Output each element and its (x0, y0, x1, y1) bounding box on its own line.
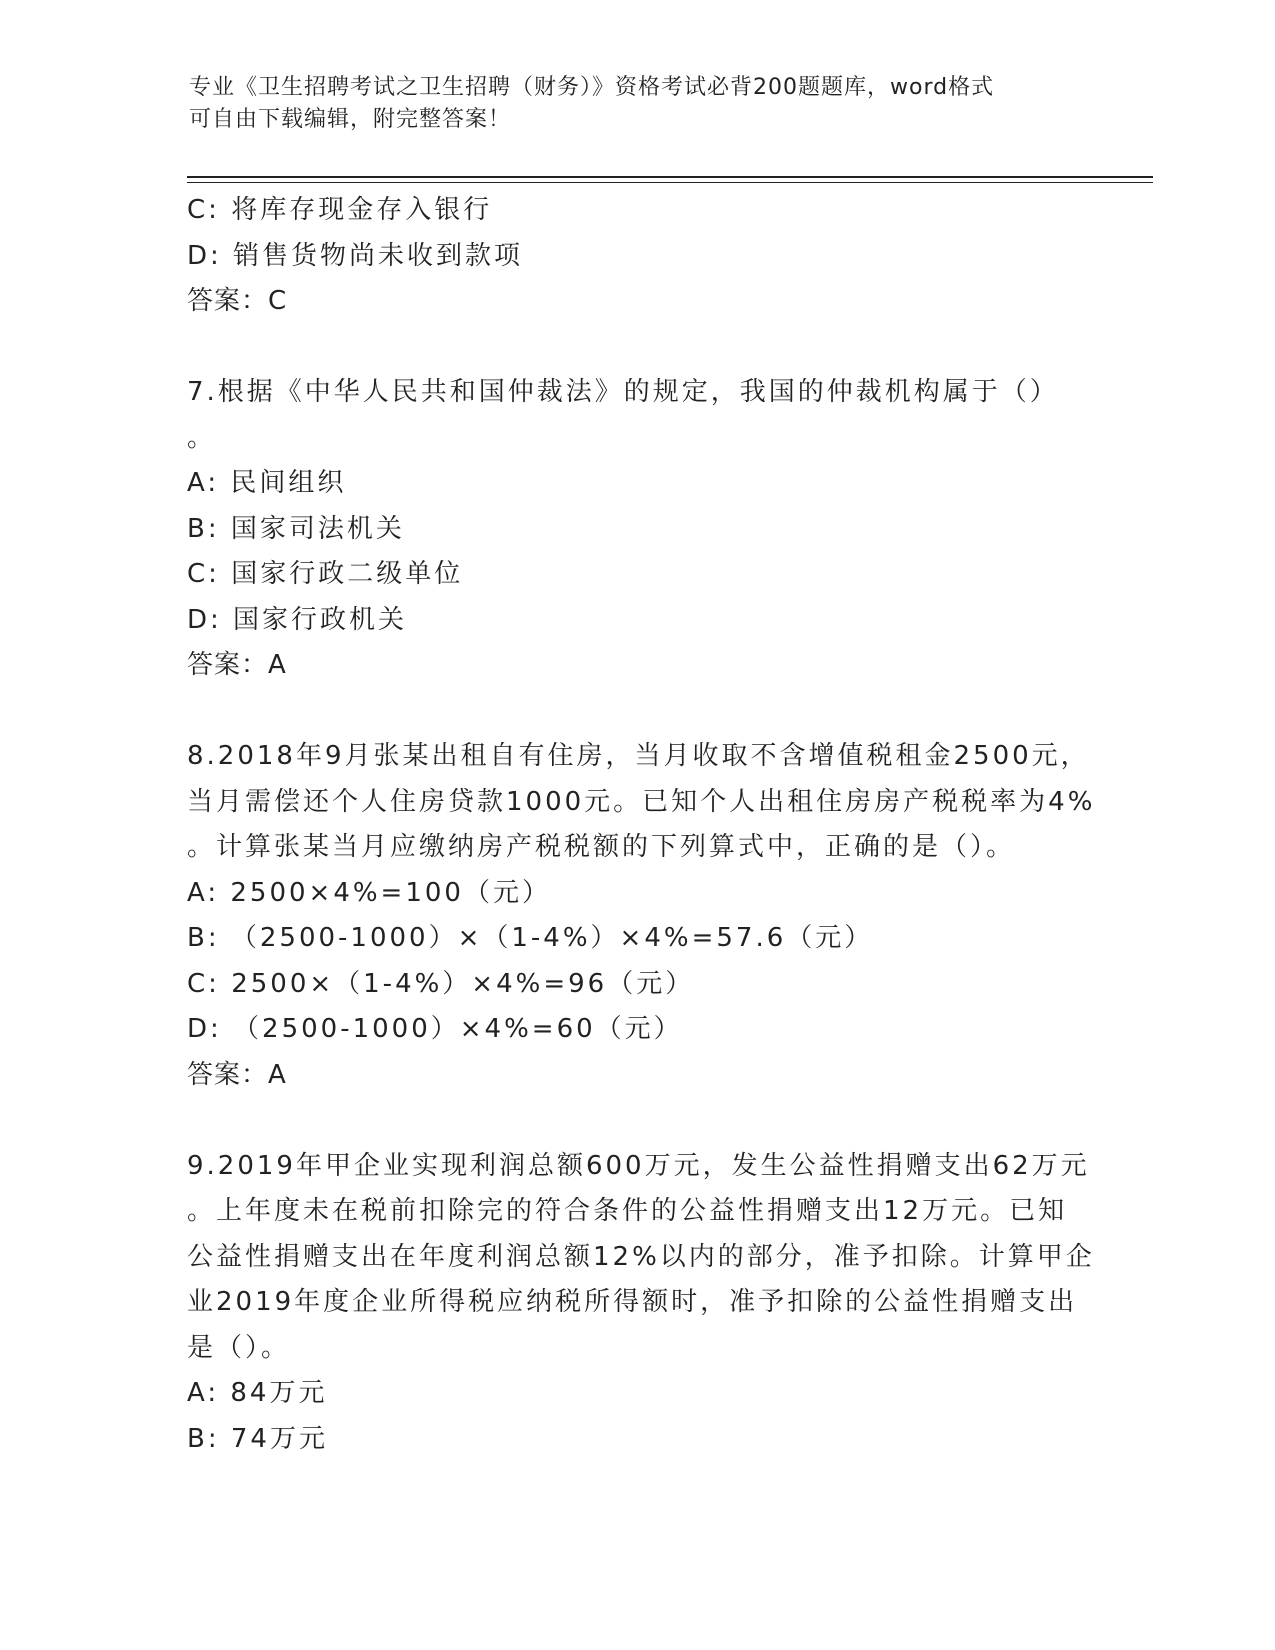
option-label: A: (187, 1378, 220, 1408)
header-title-line-1: 专业《卫生招聘考试之卫生招聘（财务）》资格考试必背200题题库，word格式 (189, 75, 995, 100)
question-6 (187, 188, 1087, 325)
option-c (187, 188, 1087, 234)
option-d (187, 1007, 1087, 1053)
option-label: C: (187, 968, 220, 999)
option-label: B: (187, 513, 220, 544)
option-label: B: (187, 1423, 220, 1454)
answer-line: 答案：C (187, 286, 288, 316)
option-label: C: (187, 195, 220, 225)
option-text: （2500-1000）×4%=60（元） (233, 1014, 683, 1044)
question-9 (187, 1144, 1095, 1463)
answer-line: 答案：A (187, 1059, 287, 1090)
question-stem-line: 7.根据《中华人民共和国仲裁法》的规定，我国的仲裁机构属于（） (187, 377, 1059, 407)
option-label: D: (187, 240, 222, 271)
header-divider-thick (187, 176, 1153, 178)
option-label: B: (187, 923, 220, 953)
option-a (187, 1371, 1087, 1417)
option-b (187, 507, 1087, 553)
question-stem-line: 业2019年度企业所得税应纳税所得额时，准予扣除的公益性捐赠支出 (187, 1287, 1078, 1317)
option-text: 国家司法机关 (230, 513, 405, 544)
option-b (187, 1417, 1087, 1463)
header-title-line-2: 可自由下载编辑，附完整答案！ (189, 107, 512, 132)
option-text: 84万元 (230, 1378, 328, 1408)
option-label: C: (187, 559, 220, 589)
option-text: 将库存现金存入银行 (231, 195, 493, 225)
question-8 (187, 734, 1096, 1098)
option-text: 74万元 (230, 1423, 328, 1454)
answer-line: 答案：A (187, 650, 287, 680)
page-header (189, 72, 1089, 136)
option-text: 民间组织 (230, 468, 347, 498)
option-label: D: (187, 1014, 222, 1044)
option-label: A: (187, 877, 220, 908)
question-stem-line: 当月需偿还个人住房贷款1000元。已知个人出租住房房产税税率为4% (187, 786, 1096, 817)
option-c (187, 962, 1087, 1008)
question-stem-line: 8.2018年9月张某出租自有住房，当月收取不含增值税租金2500元， (187, 741, 1090, 771)
option-label: D: (187, 604, 222, 635)
option-text: 国家行政二级单位 (231, 559, 464, 589)
question-stem-line: 是（）。 (187, 1332, 291, 1363)
question-stem-line: 。计算张某当月应缴纳房产税税额的下列算式中，正确的是（）。 (187, 832, 1016, 862)
option-text: （2500-1000）×（1-4%）×4%=57.6（元） (230, 923, 874, 953)
option-label: A: (187, 468, 220, 498)
option-text: 销售货物尚未收到款项 (233, 240, 524, 271)
option-a (187, 461, 1087, 507)
option-text: 2500×（1-4%）×4%=96（元） (231, 968, 695, 999)
option-b (187, 916, 1087, 962)
option-a (187, 871, 1087, 917)
spacer (187, 325, 1087, 371)
question-stem-line: 。 (187, 422, 217, 453)
option-d (187, 598, 1087, 644)
question-list (187, 188, 1096, 1462)
spacer (187, 1098, 1087, 1144)
question-7 (187, 370, 1087, 689)
question-stem-line: 9.2019年甲企业实现利润总额600万元，发生公益性捐赠支出62万元 (187, 1150, 1090, 1181)
option-c (187, 552, 1087, 598)
question-stem-line: 。上年度未在税前扣除完的符合条件的公益性捐赠支出12万元。已知 (187, 1196, 1068, 1226)
option-d (187, 234, 1087, 280)
spacer (187, 689, 1087, 735)
header-divider-thin (187, 182, 1153, 183)
option-text: 国家行政机关 (233, 604, 408, 635)
question-stem-line: 公益性捐赠支出在年度利润总额12%以内的部分，准予扣除。计算甲企 (187, 1241, 1095, 1272)
option-text: 2500×4%=100（元） (230, 877, 551, 908)
